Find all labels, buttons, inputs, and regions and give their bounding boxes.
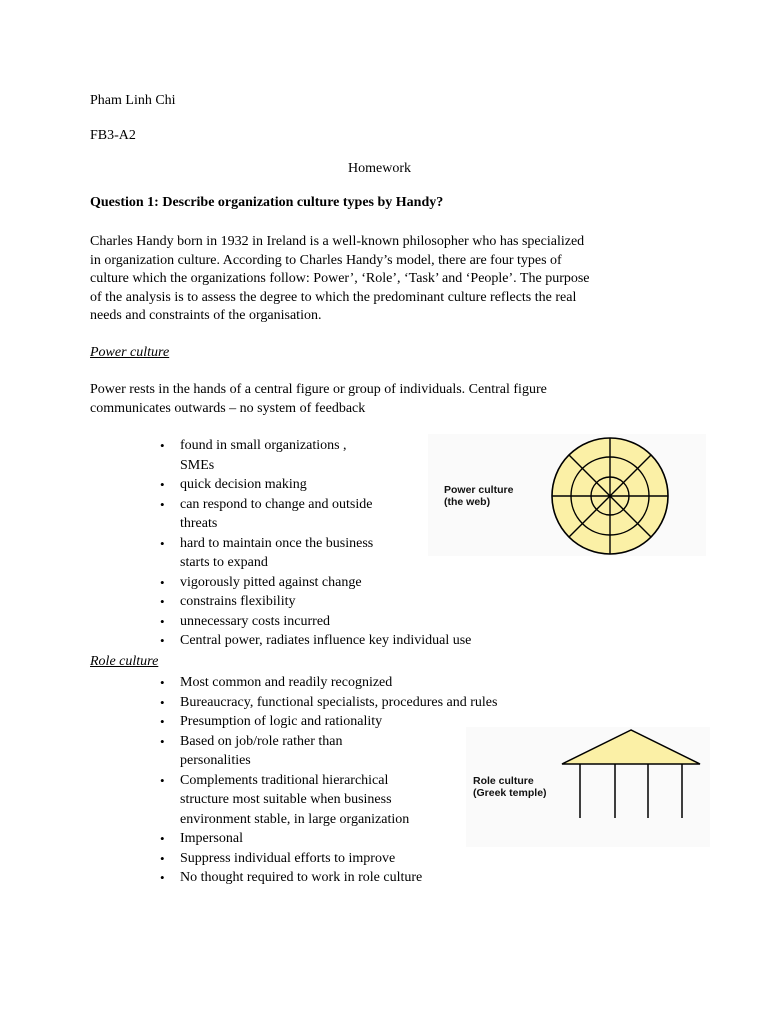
list-item: • quick decision making <box>160 475 471 495</box>
list-item: • hard to maintain once the business starts to expand <box>160 534 471 573</box>
power-description <box>90 381 690 418</box>
list-item: • constrains flexibility <box>160 592 471 612</box>
list-item: • Central power, radiates influence key individual use <box>160 631 471 651</box>
power-figure-label: Power culture (the web) <box>444 484 514 508</box>
list-item: • vigorously pitted against change <box>160 573 471 593</box>
question-heading: Question 1: Describe organization culture types by Handy? <box>90 195 444 210</box>
intro-line: in organization culture. According to Charles Handy’s model, there are four types of <box>90 252 562 268</box>
list-item: • Impersonal <box>160 829 497 849</box>
list-item: • Based on job/role rather than personalities <box>160 732 497 771</box>
intro-paragraph <box>90 233 690 326</box>
power-culture-heading: Power culture <box>90 345 170 360</box>
role-culture-heading: Role culture <box>90 654 159 669</box>
list-item: • Bureaucracy, functional specialists, procedures and rules <box>160 693 497 713</box>
list-item: • unnecessary costs incurred <box>160 612 471 632</box>
power-bullet-list <box>160 436 471 651</box>
class-code: FB3-A2 <box>90 128 136 143</box>
list-item: • found in small organizations , SMEs <box>160 436 471 475</box>
author-name: Pham Linh Chi <box>90 93 176 108</box>
list-item: • can respond to change and outside threats <box>160 495 471 534</box>
list-item: • No thought required to work in role culture <box>160 868 497 888</box>
list-item: • Complements traditional hierarchical structure most suitable when business environment stable, in large organization <box>160 771 497 830</box>
list-item: • Presumption of logic and rationality <box>160 712 497 732</box>
power-desc-line: communicates outwards – no system of feedback <box>90 400 366 416</box>
power-desc-line: Power rests in the hands of a central figure or group of individuals. Central figure <box>90 382 547 397</box>
intro-line: of the analysis is to assess the degree to which the predominant culture reflects the real <box>90 289 577 305</box>
list-item: • Most common and readily recognized <box>160 673 497 693</box>
web-diagram-icon <box>548 436 672 556</box>
page-title: Homework <box>348 161 411 176</box>
role-figure-label: Role culture (Greek temple) <box>473 775 547 799</box>
greek-temple-icon <box>558 728 704 820</box>
intro-line: Charles Handy born in 1932 in Ireland is a well-known philosopher who has specialized <box>90 234 585 249</box>
role-bullet-list <box>160 673 497 888</box>
intro-line: culture which the organizations follow: Power’, ‘Role’, ‘Task’ and ‘People’. The purpose <box>90 271 590 286</box>
list-item: • Suppress individual efforts to improve <box>160 849 497 869</box>
intro-line: needs and constraints of the organisation. <box>90 308 322 323</box>
